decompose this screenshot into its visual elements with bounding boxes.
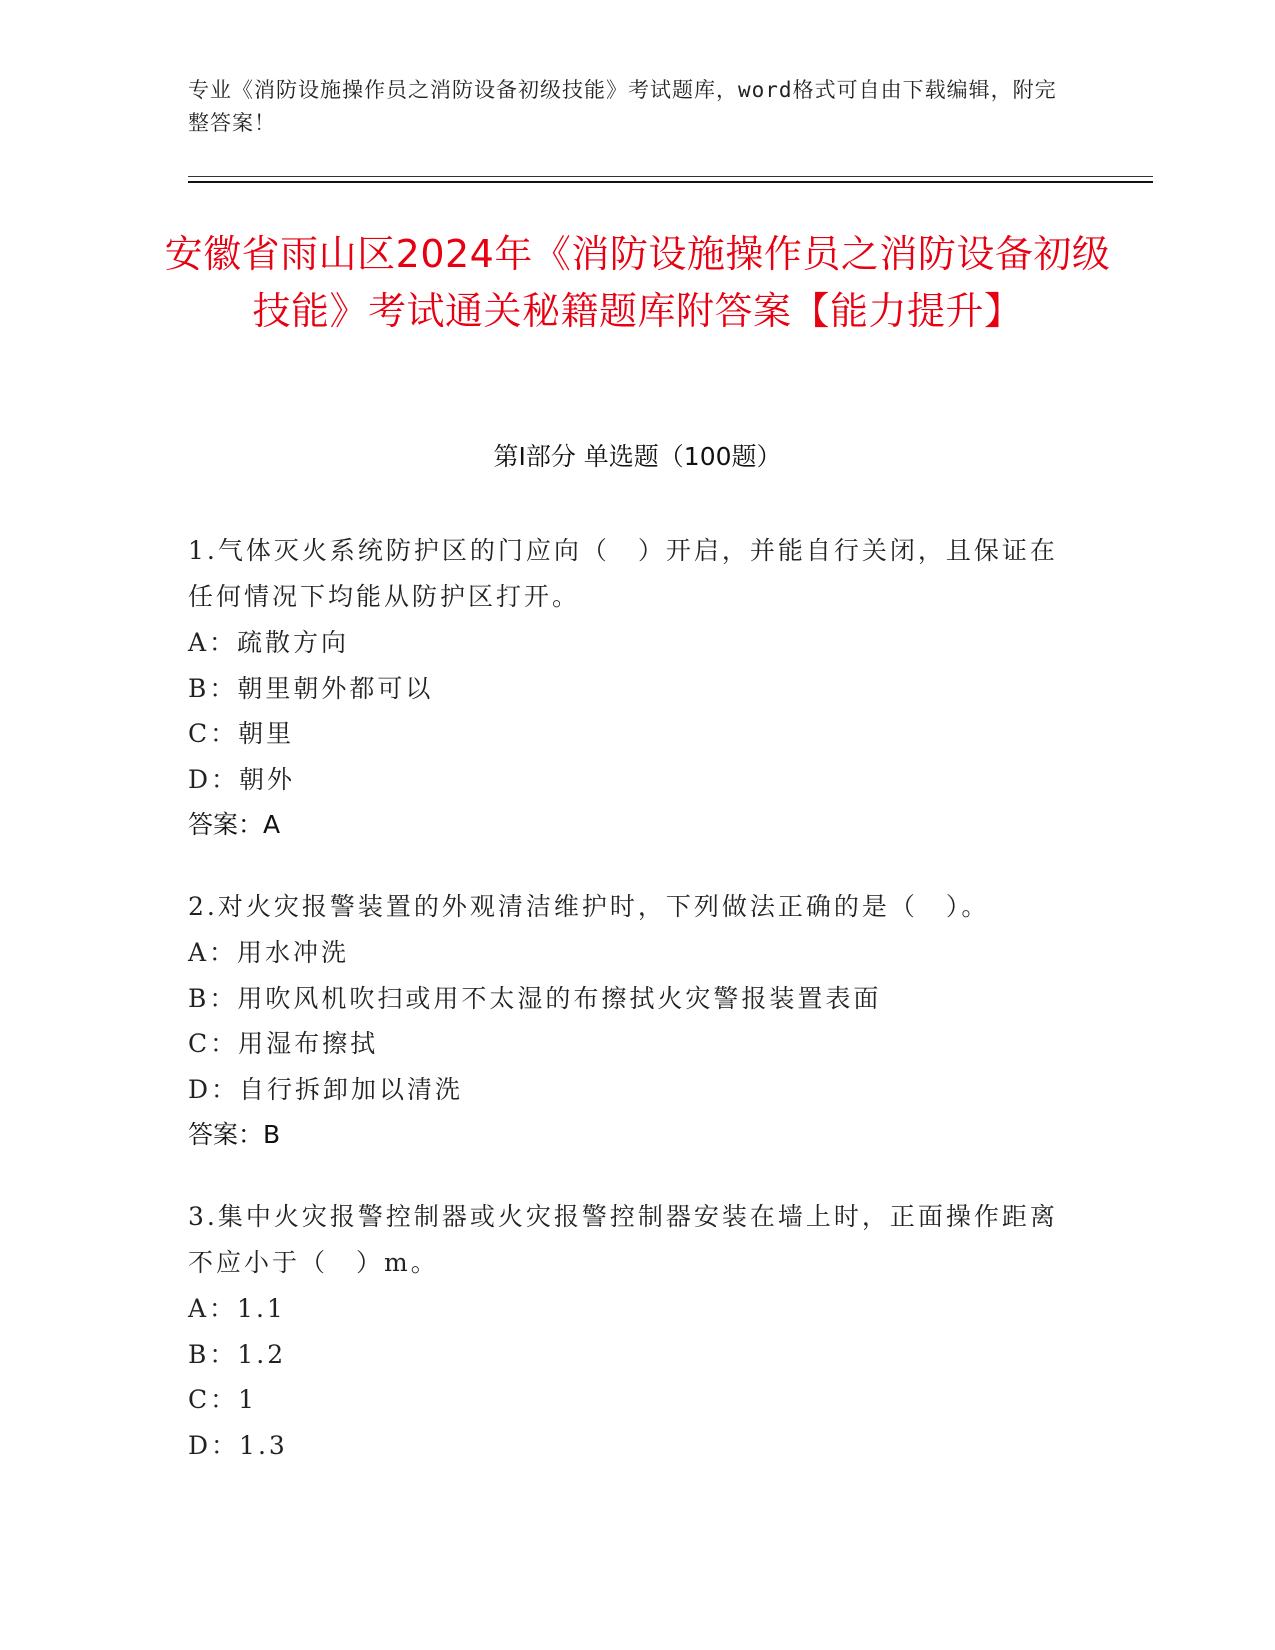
question-option: B：朝里朝外都可以 [188,673,434,703]
question-option: A：疏散方向 [188,628,350,657]
document-title: 安徽省雨山区2024年《消防设施操作员之消防设备初级技能》考试通关秘籍题库附答案【能力提升】 [164,232,1111,333]
question-option: D：1.3 [188,1430,288,1460]
header-rule-thin [188,176,1153,177]
question-option: A：用水冲洗 [188,938,350,967]
question-stem: 2.对火灾报警装置的外观清洁维护时，下列做法正确的是（ ）。 [188,892,990,921]
question-item [188,884,1068,1158]
header-note: 专业《消防设施操作员之消防设备初级技能》考试题库，word格式可自由下载编辑，附完整答案！ [188,78,1057,135]
section-heading: 第Ⅰ部分 单选题（100题） [493,442,782,471]
question-option: D：自行拆卸加以清洗 [188,1074,464,1104]
question-item [188,1194,1068,1468]
question-item [188,528,1068,848]
question-answer: 答案：A [188,810,281,839]
question-option: B：1.2 [188,1339,287,1369]
header-rule-thick [188,181,1153,183]
question-option: C：1 [188,1385,258,1414]
question-option: C：朝里 [188,719,295,748]
question-stem: 1.气体灭火系统防护区的门应向（ ）开启，并能自行关闭，且保证在任何情况下均能从防护区打开。 [188,536,1058,611]
question-option: B：用吹风机吹扫或用不太湿的布擦拭火灾警报装置表面 [188,983,882,1013]
question-answer: 答案：B [188,1120,281,1149]
question-stem: 3.集中火灾报警控制器或火灾报警控制器安装在墙上时，正面操作距离不应小于（ ）m。 [188,1202,1058,1277]
question-list [188,528,1068,1504]
question-option: C：用湿布擦拭 [188,1029,379,1058]
question-option: D：朝外 [188,764,296,794]
question-option: A：1.1 [188,1294,286,1323]
